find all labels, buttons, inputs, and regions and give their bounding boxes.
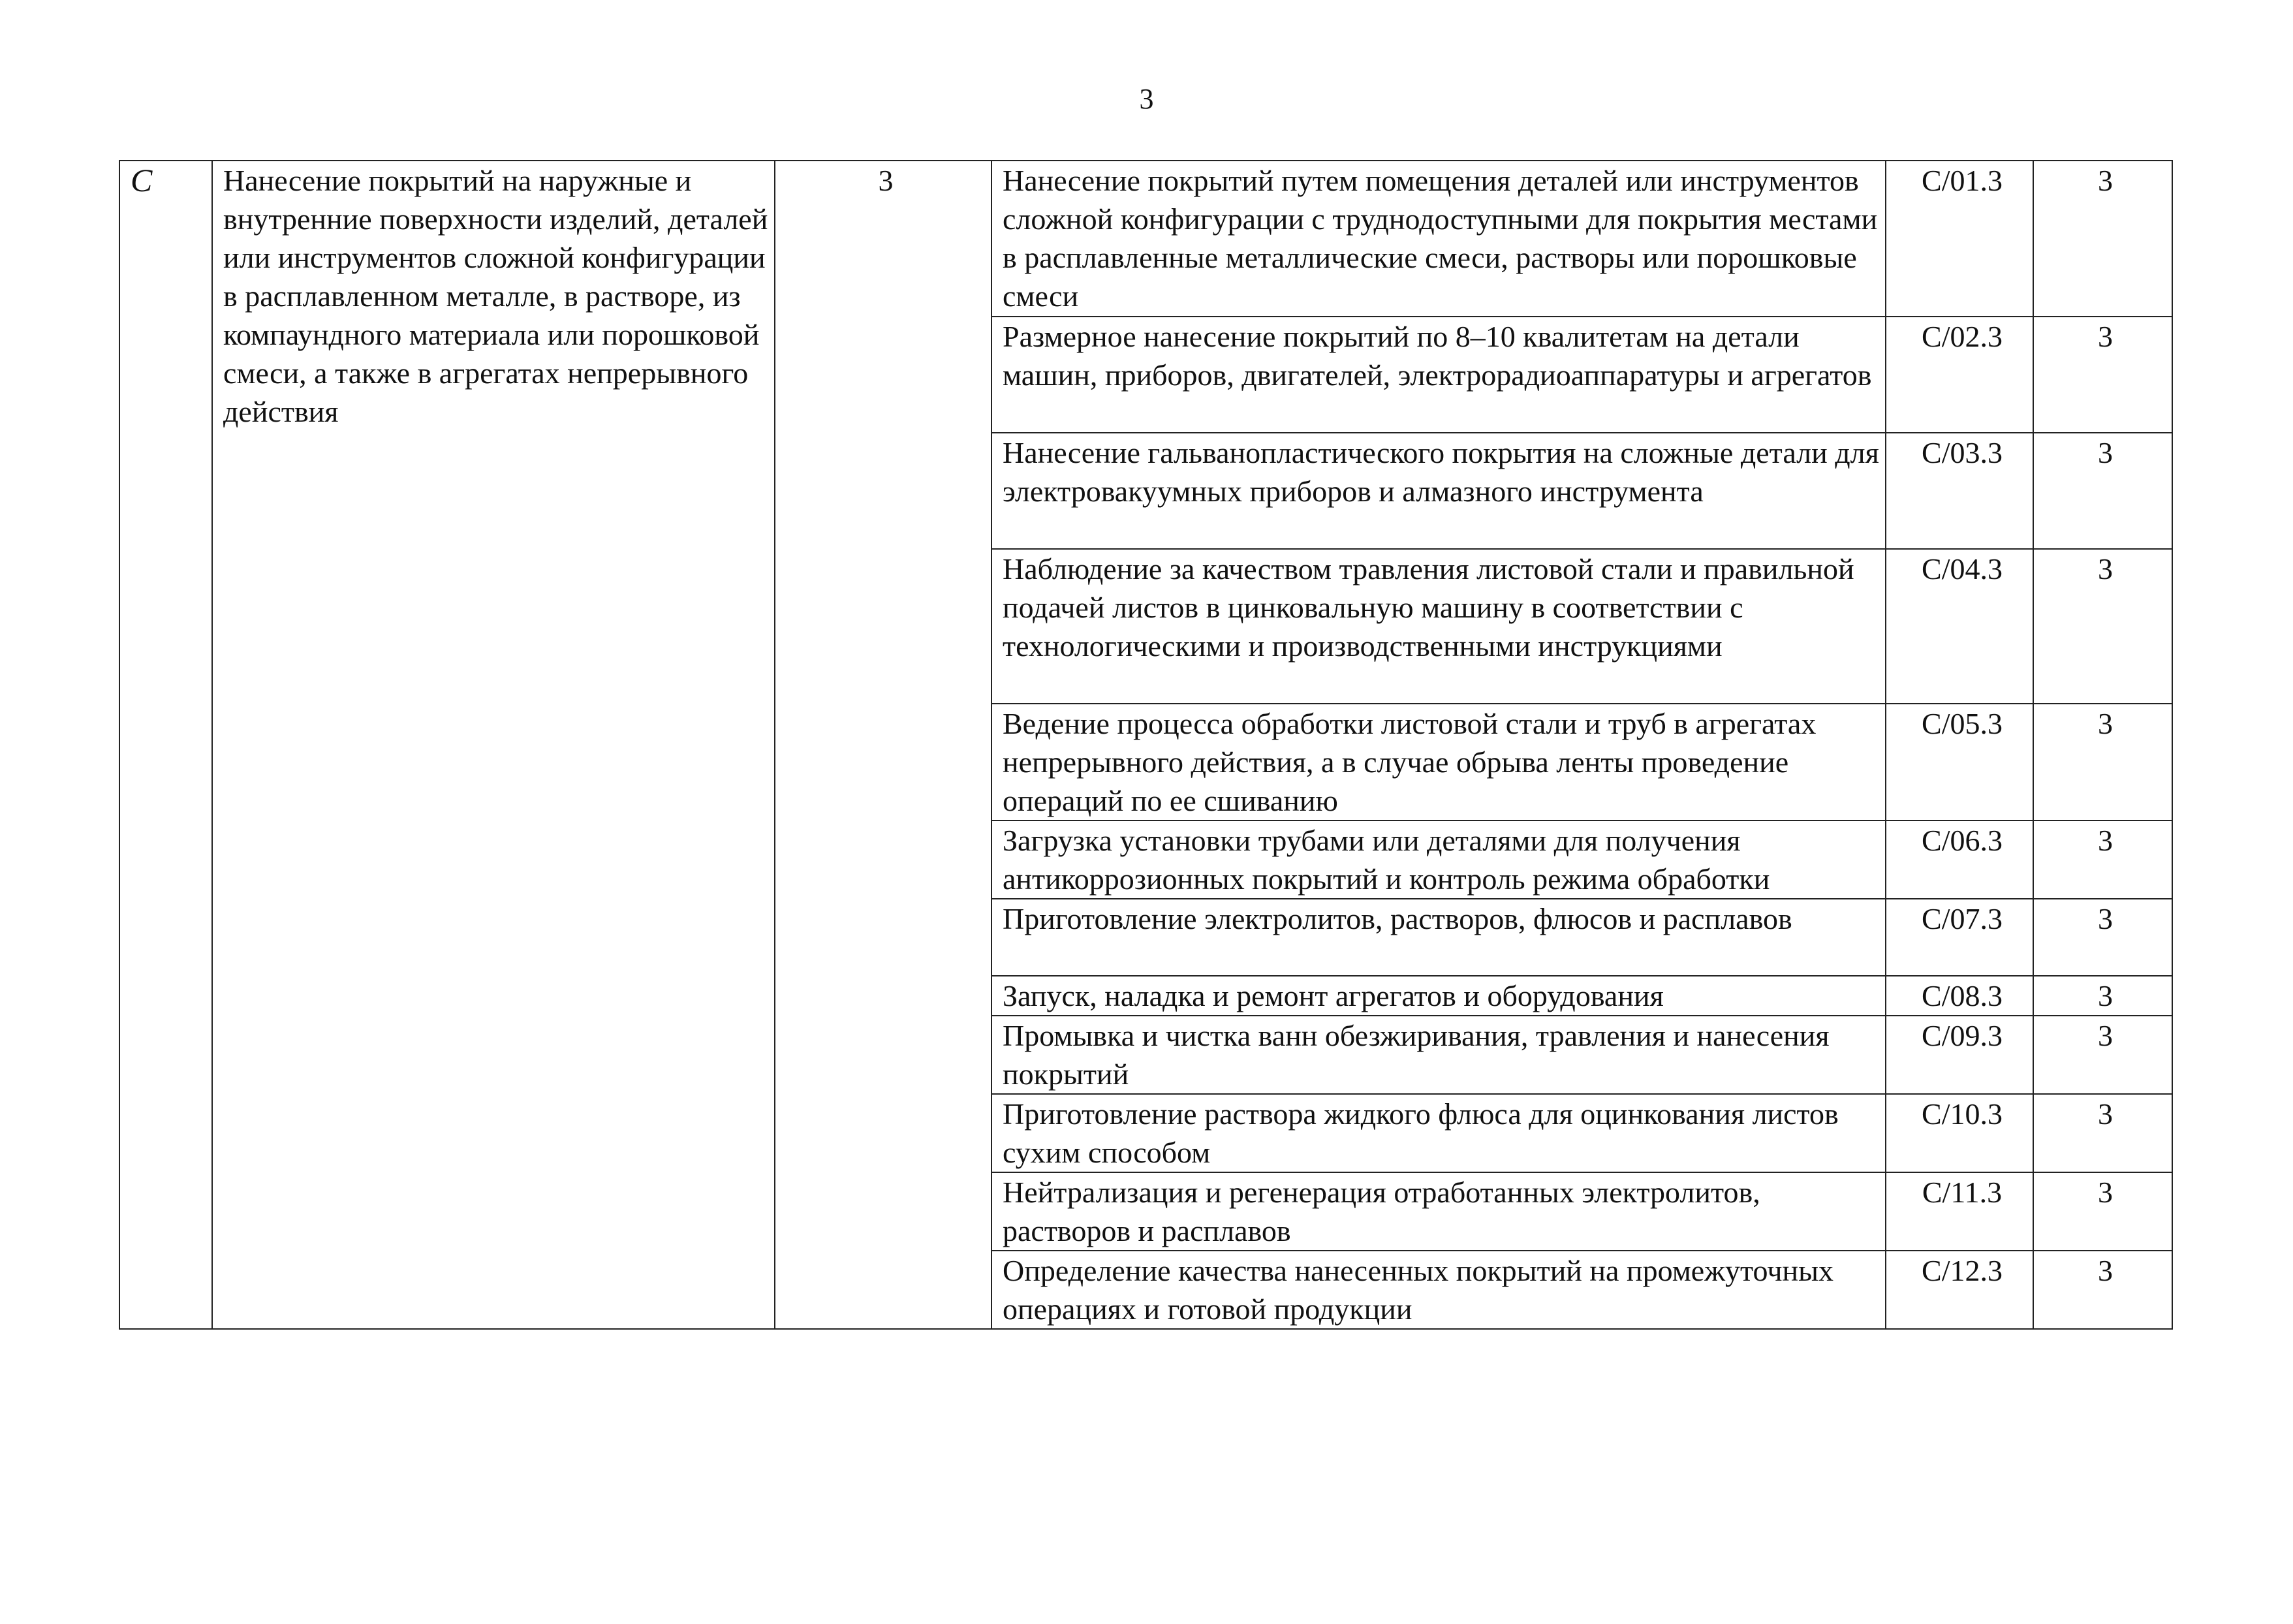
function-code: С/09.3 — [1886, 1016, 2033, 1094]
function-code: С/04.3 — [1886, 549, 2033, 704]
function-level: 3 — [2033, 1251, 2172, 1329]
group-name: Нанесение покрытий на наружные и внутренние поверхности изделий, деталей или инструментов сложной конфигурации в расплавленном металле, в растворе, из компаундного материала или порошковой смеси, а также в агрегатах непрерывного действия — [212, 161, 775, 1329]
function-level: 3 — [2033, 899, 2172, 976]
function-level: 3 — [2033, 433, 2172, 549]
function-code: С/08.3 — [1886, 976, 2033, 1016]
function-level: 3 — [2033, 161, 2172, 317]
function-level: 3 — [2033, 317, 2172, 433]
function-name: Приготовление электролитов, растворов, флюсов и расплавов — [991, 899, 1886, 976]
function-level: 3 — [2033, 1094, 2172, 1172]
function-name: Нанесение покрытий путем помещения деталей или инструментов сложной конфигурации с труднодоступными для покрытия местами в расплавленные металлические смеси, растворы или порошковые смеси — [991, 161, 1886, 317]
function-name: Наблюдение за качеством травления листовой стали и правильной подачей листов в цинковальную машину в соответствии с технологическими и производственными инструкциями — [991, 549, 1886, 704]
function-code: С/12.3 — [1886, 1251, 2033, 1329]
function-level: 3 — [2033, 976, 2172, 1016]
function-level: 3 — [2033, 549, 2172, 704]
function-name: Нейтрализация и регенерация отработанных электролитов, растворов и расплавов — [991, 1172, 1886, 1251]
function-name: Промывка и чистка ванн обезжиривания, травления и нанесения покрытий — [991, 1016, 1886, 1094]
functions-table — [119, 160, 2173, 1330]
group-code: С — [119, 161, 212, 1329]
function-code: С/07.3 — [1886, 899, 2033, 976]
function-name: Определение качества нанесенных покрытий на промежуточных операциях и готовой продукции — [991, 1251, 1886, 1329]
function-code: С/11.3 — [1886, 1172, 2033, 1251]
page-number: 3 — [1139, 83, 1154, 115]
function-name: Нанесение гальванопластического покрытия на сложные детали для электровакуумных приборов и алмазного инструмента — [991, 433, 1886, 549]
function-code: С/05.3 — [1886, 704, 2033, 820]
function-code: С/06.3 — [1886, 820, 2033, 899]
function-level: 3 — [2033, 1172, 2172, 1251]
function-level: 3 — [2033, 704, 2172, 820]
function-code: С/03.3 — [1886, 433, 2033, 549]
group-level: 3 — [775, 161, 991, 1329]
function-level: 3 — [2033, 820, 2172, 899]
function-level: 3 — [2033, 1016, 2172, 1094]
function-name: Приготовление раствора жидкого флюса для оцинкования листов сухим способом — [991, 1094, 1886, 1172]
function-code: С/10.3 — [1886, 1094, 2033, 1172]
function-name: Запуск, наладка и ремонт агрегатов и оборудования — [991, 976, 1886, 1016]
function-code: С/02.3 — [1886, 317, 2033, 433]
function-name: Загрузка установки трубами или деталями для получения антикоррозионных покрытий и контроль режима обработки — [991, 820, 1886, 899]
function-name: Размерное нанесение покрытий по 8–10 квалитетам на детали машин, приборов, двигателей, электрорадиоаппаратуры и агрегатов — [991, 317, 1886, 433]
table-row — [119, 161, 2172, 317]
function-code: С/01.3 — [1886, 161, 2033, 317]
function-name: Ведение процесса обработки листовой стали и труб в агрегатах непрерывного действия, а в случае обрыва ленты проведение операций по ее сшиванию — [991, 704, 1886, 820]
